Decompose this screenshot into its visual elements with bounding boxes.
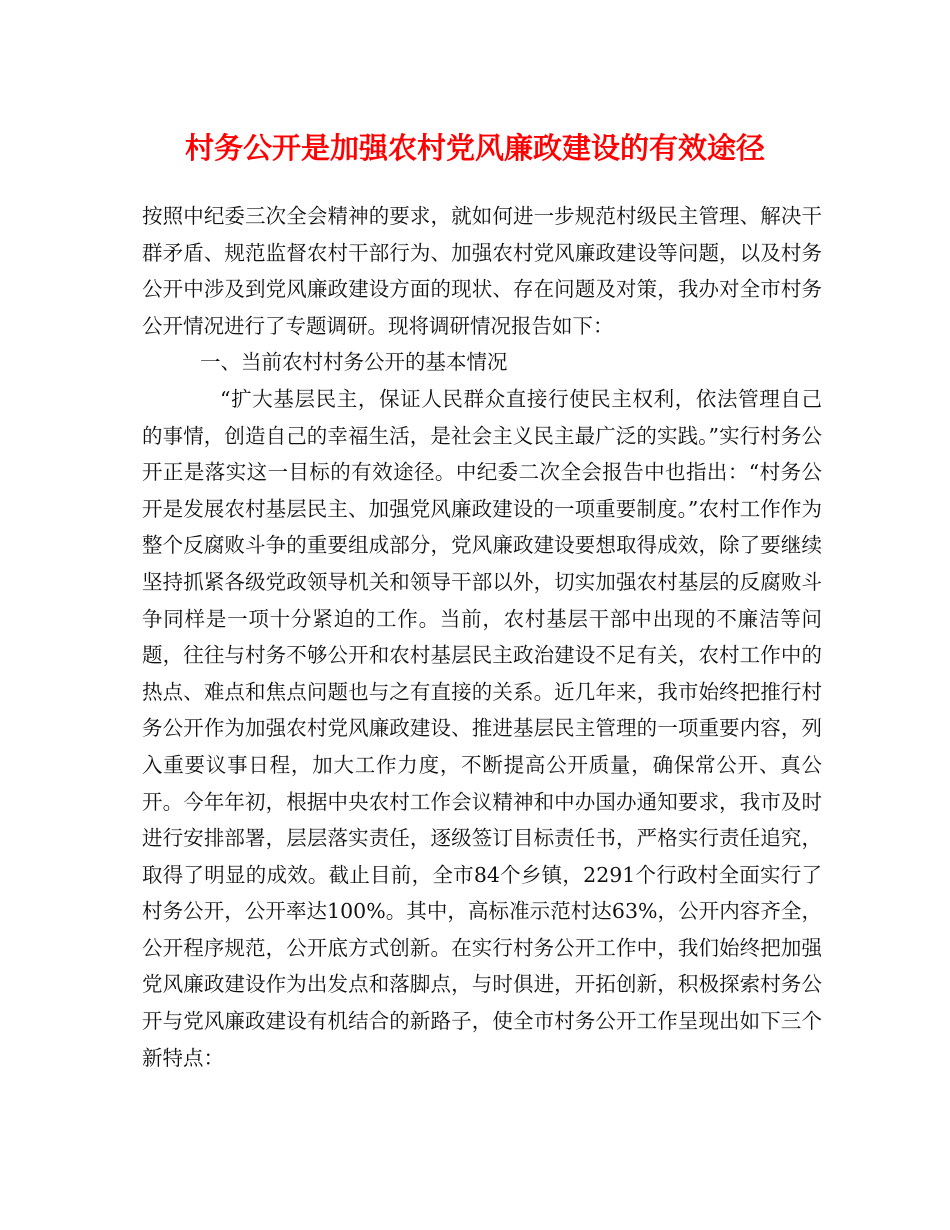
section-heading: 一、当前农村村务公开的基本情况	[200, 350, 508, 375]
document-title: 村务公开是加强农村党风廉政建设的有效途径	[184, 131, 765, 165]
document-body	[142, 198, 822, 1076]
section-paragraph: “扩大基层民主，保证人民群众直接行使民主权利，依法管理自己的事情，创造自己的幸福生活，是社会主义民主最广泛的实践。”实行村务公开正是落实这一目标的有效途径。中纪委二次全会报告中也指出：“村务公开是发展农村基层民主、加强党风廉政建设的一项重要制度。”农村工作作为整个反腐败斗争的重要组成部分，党风廉政建设要想取得成效，除了要继续坚持抓紧各级党政领导机关和领导干部以外，切实加强农村基层的反腐败斗争同样是一项十分紧迫的工作。当前，农村基层干部中出现的不廉洁等问题，往往与村务不够公开和农村基层民主政治建设不足有关，农村工作中的热点、难点和焦点问题也与之有直接的关系。近几年来，我市始终把推行村务公开作为加强农村党风廉政建设、推进基层民主管理的一项重要内容，列入重要议事日程，加大工作力度，不断提高公开质量，确保常公开、真公开。今年年初，根据中央农村工作会议精神和中办国办通知要求，我市及时进行安排部署，层层落实责任，逐级签订目标责任书，严格实行责任追究，取得了明显的成效。截止目前，全市84个乡镇，2291个行政村全面实行了村务公开，公开率达100%。其中，高标准示范村达63%，公开内容齐全，公开程序规范，公开底方式创新。在实行村务公开工作中，我们始终把加强党风廉政建设作为出发点和落脚点，与时俱进，开拓创新，积极探索村务公开与党风廉政建设有机结合的新路子，使全市村务公开工作呈现出如下三个新特点：	[142, 386, 822, 1070]
intro-paragraph: 按照中纪委三次全会精神的要求，就如何进一步规范村级民主管理、解决干群矛盾、规范监督农村干部行为、加强农村党风廉政建设等问题，以及村务公开中涉及到党风廉政建设方面的现状、存在问题及对策，我办对全市村务公开情况进行了专题调研。现将调研情况报告如下：	[142, 204, 822, 338]
